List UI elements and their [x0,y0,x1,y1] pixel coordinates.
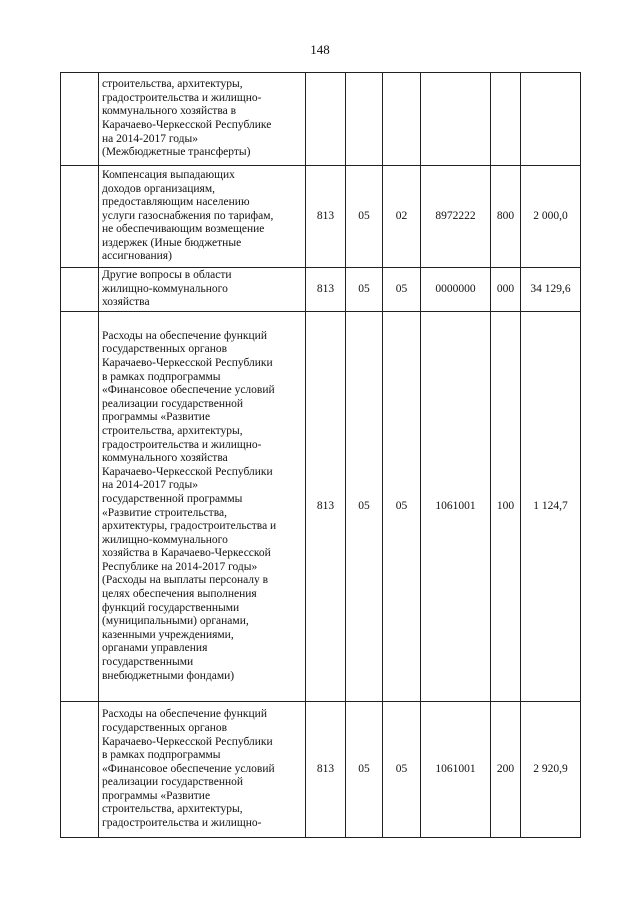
ministry-code: 813 [306,312,346,702]
table-row [61,73,581,166]
row-description [99,268,306,312]
expense-type-code [491,73,521,166]
row-indent-cell [61,73,99,166]
target-article-code: 0000000 [421,268,491,312]
subsection-code: 02 [383,166,421,268]
expense-type-code: 000 [491,268,521,312]
amount-value: 34 129,6 [521,268,581,312]
section-code [346,73,383,166]
section-code: 05 [346,312,383,702]
ministry-code: 813 [306,268,346,312]
row-description [99,73,306,166]
target-article-code [421,73,491,166]
row-indent-cell [61,166,99,268]
amount-value [521,73,581,166]
section-code: 05 [346,702,383,838]
description-text: Компенсация выпадающих доходов организациям, предоставляющим населению услуги газоснабжения по тарифам, не обеспечивающим возмещение издержек (Иные бюджетные ассигнования) [102,168,274,263]
amount-value: 2 000,0 [521,166,581,268]
section-code: 05 [346,268,383,312]
description-text: Расходы на обеспечение функций государственных органов Карачаево-Черкесской Республики в рамках подпрограммы «Финансовое обеспечение условий реализации государственной программы «Развитие строительства, архитектуры, градостроительства и жилищно- коммунального хозяйства Карачаево-Черкесской Республики на 2014-2017 годы» государственной программы «Развитие строительства, архитектуры, градостроительства и жилищно-коммунального хозяйства в Карачаево-Черкесской Республике на 2014-2017 годы» (Расходы на выплаты персоналу в целях обеспечения выполнения функций государственными (муниципальными) органами, казенными учреждениями, органами управления государственными внебюджетными фондами) [102,329,277,682]
expense-type-code: 100 [491,312,521,702]
amount-value: 1 124,7 [521,312,581,702]
section-code: 05 [346,166,383,268]
row-description [99,702,306,838]
table-row [61,166,581,268]
target-article-code: 1061001 [421,312,491,702]
row-indent-cell [61,268,99,312]
description-text: Расходы на обеспечение функций государственных органов Карачаево-Черкесской Республики в рамках подпрограммы «Финансовое обеспечение условий реализации государственной программы «Развитие строительства, архитектуры, градостроительства и жилищно- [102,708,275,830]
expense-type-code: 200 [491,702,521,838]
budget-table [60,72,581,838]
ministry-code: 813 [306,166,346,268]
page-number: 148 [310,42,330,57]
ministry-code: 813 [306,702,346,838]
table-row [61,268,581,312]
expense-type-code: 800 [491,166,521,268]
row-description [99,312,306,702]
row-indent-cell [61,702,99,838]
subsection-code [383,73,421,166]
row-indent-cell [61,312,99,702]
subsection-code: 05 [383,702,421,838]
subsection-code: 05 [383,312,421,702]
table-row [61,312,581,702]
description-text: строительства, архитектуры, градостроительства и жилищно- коммунального хозяйства в Карачаево-Черкесской Республике на 2014-2017 годы» (Межбюджетные трансферты) [102,78,272,159]
subsection-code: 05 [383,268,421,312]
target-article-code: 8972222 [421,166,491,268]
table-row [61,702,581,838]
description-text: Другие вопросы в области жилищно-коммунального хозяйства [102,269,232,309]
row-description [99,166,306,268]
amount-value: 2 920,9 [521,702,581,838]
ministry-code [306,73,346,166]
target-article-code: 1061001 [421,702,491,838]
